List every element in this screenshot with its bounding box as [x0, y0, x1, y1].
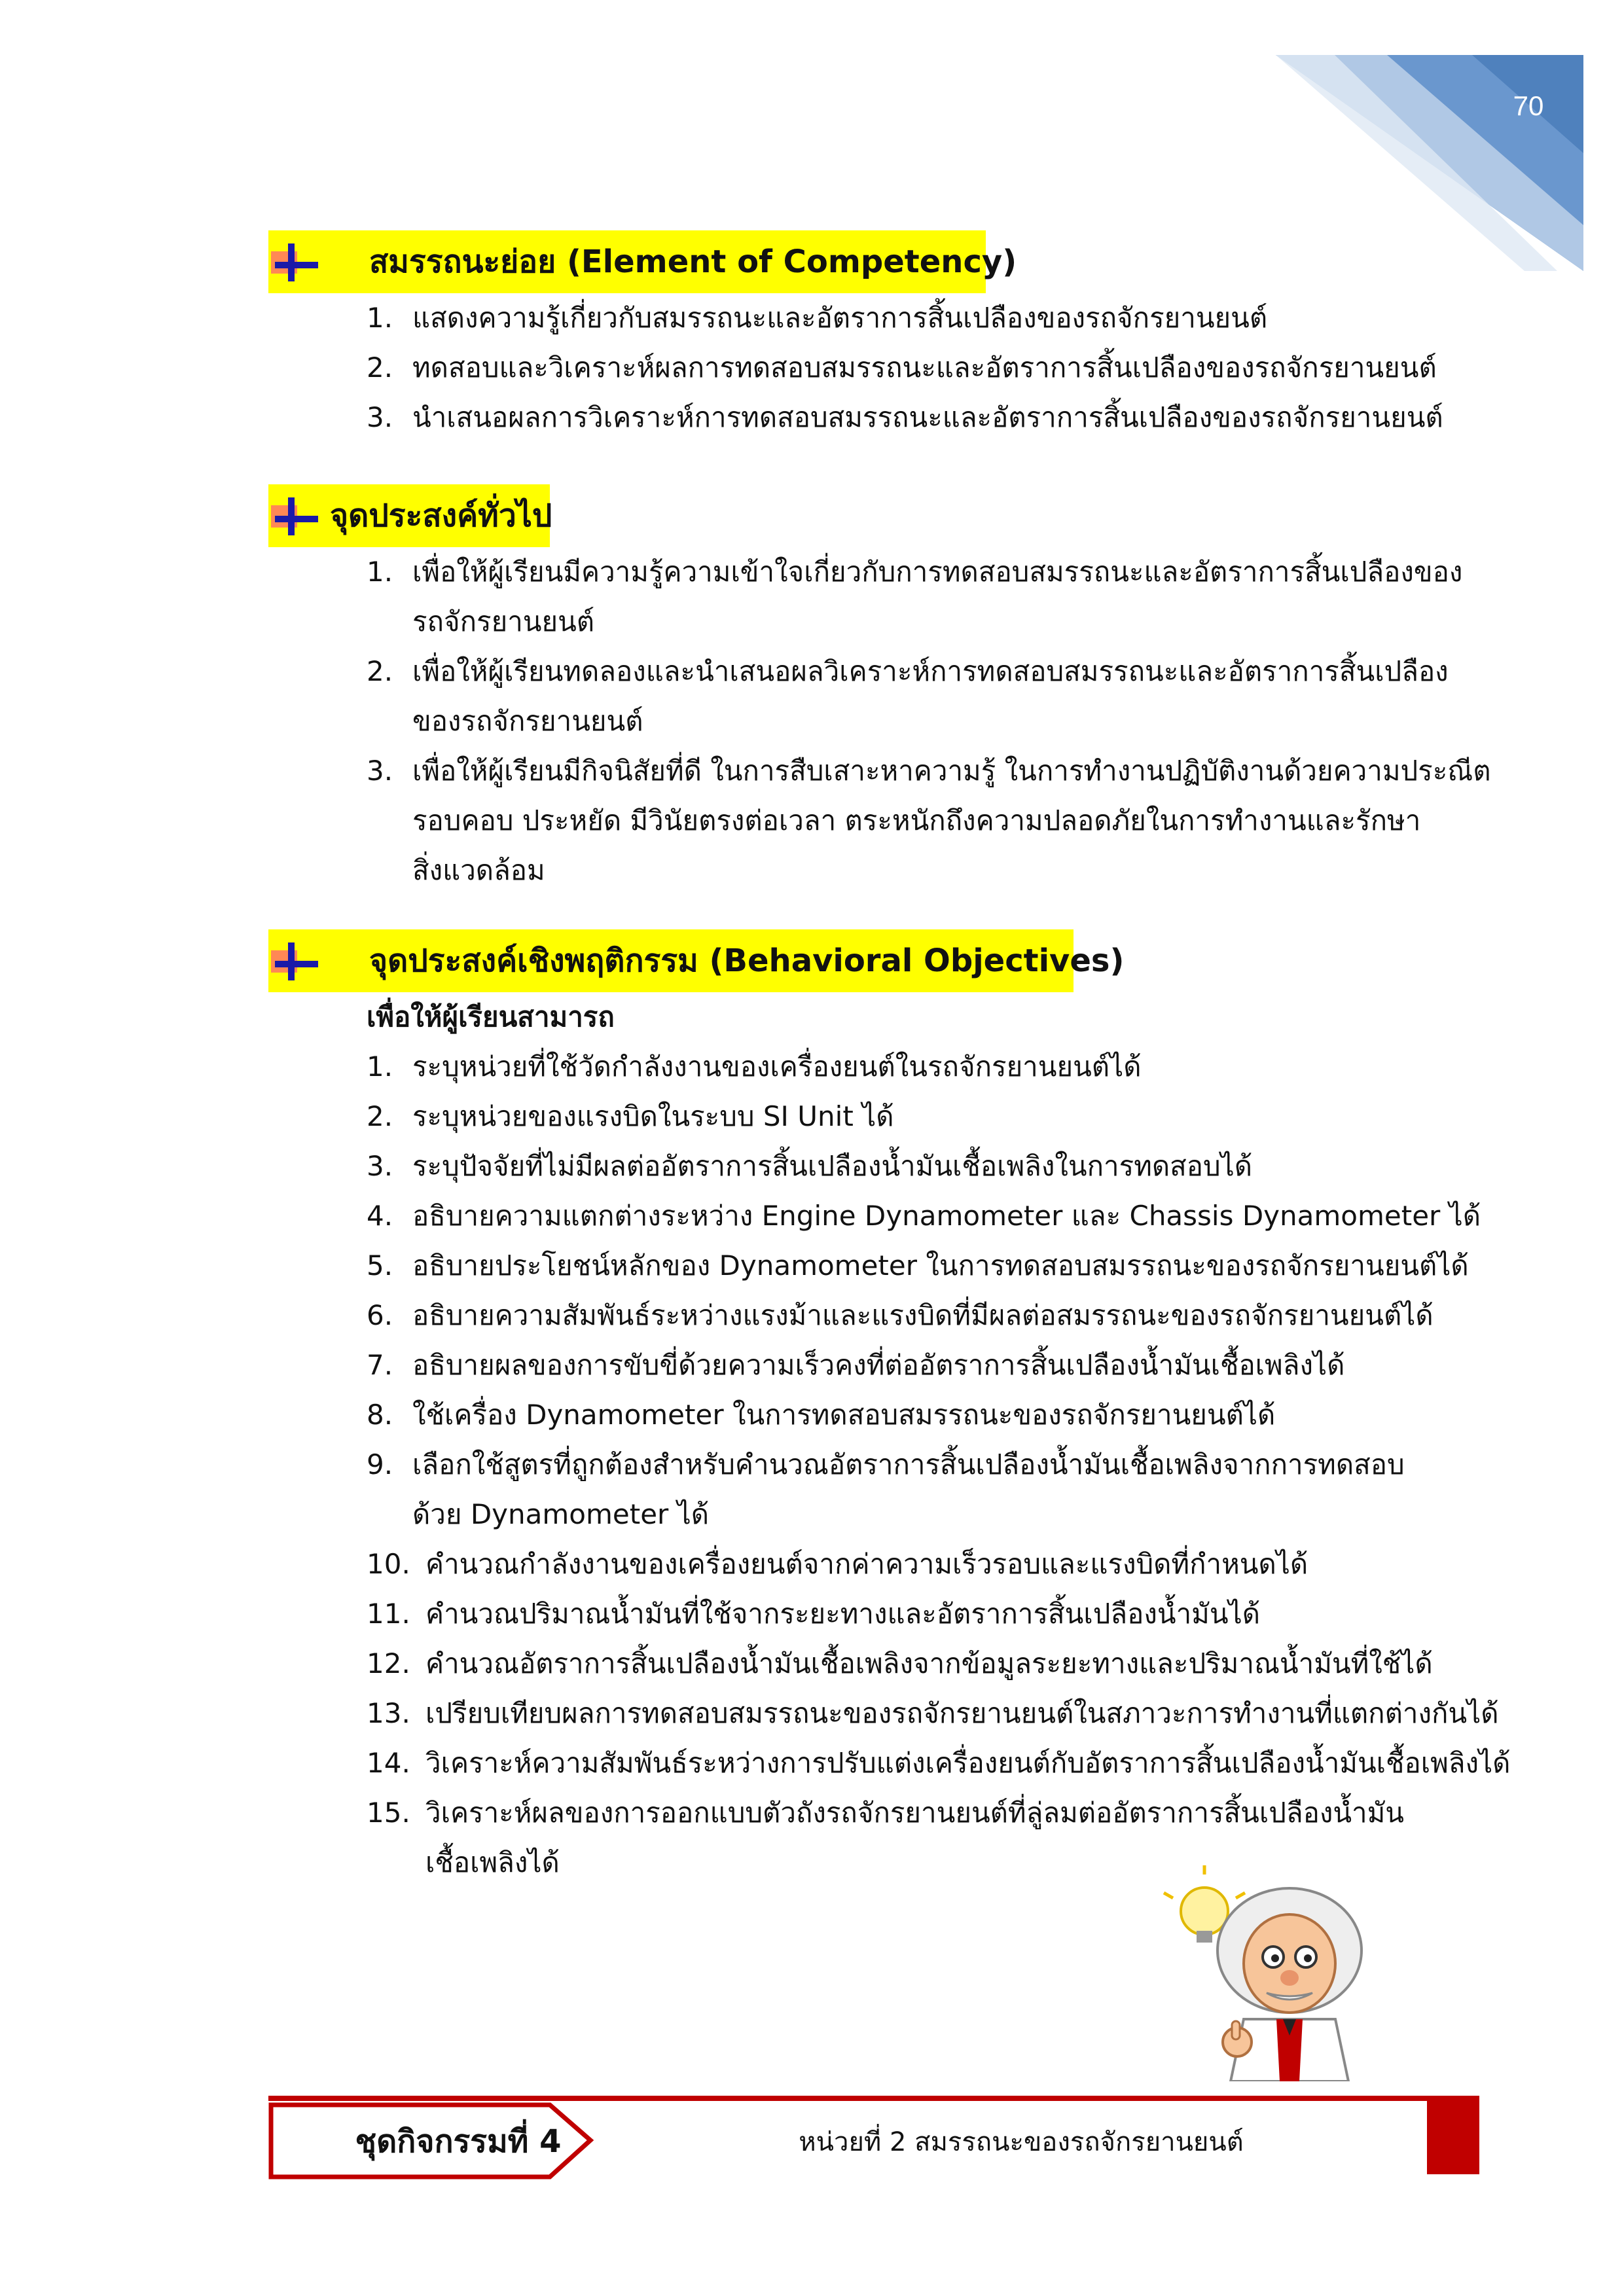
list-item: 1. เพื่อให้ผู้เรียนมีความรู้ความเข้าใจเกี่ยวกับการทดสอบสมรรถนะและอัตราการสิ้นเปลืองของ รถจักรยานยนต์ [367, 556, 1463, 637]
general-list [268, 547, 1512, 895]
list-item: 2. ระบุหน่วยของแรงบิดในระบบ SI Unit ได้ [367, 1100, 894, 1132]
list-item: 13. เปรียบเทียบผลการทดสอบสมรรถนะของรถจักรยานยนต์ในสภาวะการทำงานที่แตกต่างกันได้ [367, 1697, 1499, 1729]
competency-heading-text: สมรรถนะย่อย (Element of Competency) [369, 243, 1017, 280]
list-item: 10. คำนวณกำลังงานของเครื่องยนต์จากค่าความเร็วรอบและแรงบิดที่กำหนดได้ [367, 1548, 1308, 1580]
page-number: 70 [1513, 90, 1544, 121]
unit-title: หน่วยที่ 2 สมรรถนะของรถจักรยานยนต์ [799, 2127, 1244, 2157]
list-item: 3. เพื่อให้ผู้เรียนมีกิจนิสัยที่ดี ในการสืบเสาะหาความรู้ ในการทำงานปฏิบัติงานด้วยความประณีต รอบคอบ ประหยัด มีวินัยตรงต่อเวลา ตระหนักถึงความปลอดภัยในการทำงานและรักษา สิ่งแวดล้อม [367, 755, 1491, 886]
list-item: 4. อธิบายความแตกต่างระหว่าง Engine Dynamometer และ Chassis Dynamometer ได้ [367, 1200, 1481, 1232]
list-item: 7. อธิบายผลของการขับขี่ด้วยความเร็วคงที่ต่ออัตราการสิ้นเปลืองน้ำมันเชื้อเพลิงได้ [367, 1349, 1345, 1381]
general-heading-text: จุดประสงค์ทั่วไป [330, 497, 552, 534]
cross-bullet-icon [268, 493, 321, 539]
list-item: 12. คำนวณอัตราการสิ้นเปลืองน้ำมันเชื้อเพลิงจากข้อมูลระยะทางและปริมาณน้ำมันที่ใช้ได้ [367, 1647, 1433, 1679]
general-objectives-section [268, 484, 1512, 895]
activity-set-label: ชุดกิจกรรมที่ 4 [355, 2123, 562, 2160]
list-item: 1. แสดงความรู้เกี่ยวกับสมรรถนะและอัตราการสิ้นเปลืองของรถจักรยานยนต์ [367, 302, 1268, 334]
list-item: 2. เพื่อให้ผู้เรียนทดลองและนำเสนอผลวิเคราะห์การทดสอบสมรรถนะและอัตราการสิ้นเปลือง ของรถจักรยานยนต์ [367, 655, 1449, 737]
behavioral-heading [268, 929, 1512, 992]
list-item: 6. อธิบายความสัมพันธ์ระหว่างแรงม้าและแรงบิดที่มีผลต่อสมรรถนะของรถจักรยานยนต์ได้ [367, 1299, 1434, 1331]
list-item: 11. คำนวณปริมาณน้ำมันที่ใช้จากระยะทางและอัตราการสิ้นเปลืองน้ำมันได้ [367, 1598, 1260, 1630]
footer-rule [268, 2096, 1479, 2101]
cross-bullet-icon [268, 240, 321, 285]
list-item: 9. เลือกใช้สูตรที่ถูกต้องสำหรับคำนวณอัตราการสิ้นเปลืองน้ำมันเชื้อเพลิงจากการทดสอบ ด้วย Dynamometer ได้ [367, 1448, 1405, 1530]
general-heading [268, 484, 1512, 547]
list-item: 5. อธิบายประโยชน์หลักของ Dynamometer ในการทดสอบสมรรถนะของรถจักรยานยนต์ได้ [367, 1249, 1469, 1282]
behavioral-list [268, 1042, 1512, 1888]
scientist-mascot-illustration [1159, 1865, 1375, 2081]
footer-accent-block [1427, 2101, 1479, 2174]
list-item: 3. ระบุปัจจัยที่ไม่มีผลต่ออัตราการสิ้นเปลืองน้ำมันเชื้อเพลิงในการทดสอบได้ [367, 1150, 1253, 1182]
list-item: 8. ใช้เครื่อง Dynamometer ในการทดสอบสมรรถนะของรถจักรยานยนต์ได้ [367, 1399, 1276, 1431]
behavioral-intro: เพื่อให้ผู้เรียนสามารถ [367, 1001, 615, 1033]
list-item: 14. วิเคราะห์ความสัมพันธ์ระหว่างการปรับแต่งเครื่องยนต์กับอัตราการสิ้นเปลืองน้ำมันเชื้อเพลิงได้ [367, 1747, 1511, 1779]
behavioral-objectives-section [268, 929, 1512, 1888]
behavioral-heading-text: จุดประสงค์เชิงพฤติกรรม (Behavioral Objectives) [369, 942, 1125, 979]
list-item: 2. ทดสอบและวิเคราะห์ผลการทดสอบสมรรถนะและอัตราการสิ้นเปลืองของรถจักรยานยนต์ [367, 351, 1437, 384]
competency-section [268, 230, 1512, 442]
cross-bullet-icon [268, 939, 321, 984]
list-item: 1. ระบุหน่วยที่ใช้วัดกำลังงานของเครื่องยนต์ในรถจักรยานยนต์ได้ [367, 1050, 1142, 1083]
competency-list [268, 293, 1512, 442]
list-item: 3. นำเสนอผลการวิเคราะห์การทดสอบสมรรถนะและอัตราการสิ้นเปลืองของรถจักรยานยนต์ [367, 401, 1443, 433]
list-item: 15. วิเคราะห์ผลของการออกแบบตัวถังรถจักรยานยนต์ที่ลู่ลมต่ออัตราการสิ้นเปลืองน้ำมัน เชื้อเพลิงได้ [367, 1797, 1405, 1878]
page-footer [268, 2081, 1479, 2173]
competency-heading [268, 230, 1512, 293]
